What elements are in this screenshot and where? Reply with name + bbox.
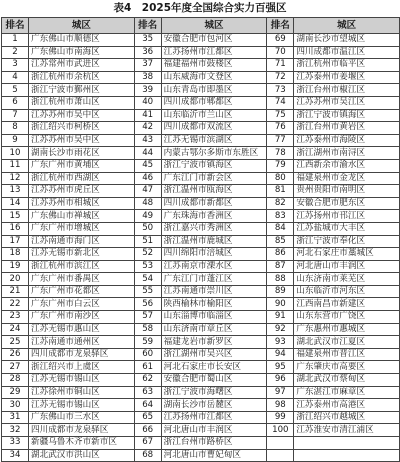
rank-cell: 37 [134,59,161,72]
rank-cell: 88 [267,273,294,286]
table-row [2,134,400,147]
table-row [2,273,400,286]
rank-header: 排名 [134,18,161,34]
district-cell: 四川成都市双流区 [161,122,267,135]
rank-cell: 62 [134,374,161,387]
district-cell: 江苏扬州市江都区 [161,46,267,59]
table-row [2,311,400,324]
district-cell: 内蒙古鄂尔多斯市东胜区 [161,147,267,160]
district-cell: 江苏徐州市铜山区 [29,386,135,399]
rank-cell: 55 [134,285,161,298]
rank-cell: 95 [267,361,294,374]
rank-cell: 33 [2,437,29,450]
table-row [2,159,400,172]
table-row [2,59,400,72]
rank-cell [267,437,294,450]
district-cell: 河北唐山市丰润区 [161,424,267,437]
rank-cell: 61 [134,361,161,374]
district-cell: 浙江湖州市南浔区 [294,147,400,160]
district-cell: 浙江杭州市西湖区 [29,172,135,185]
rank-cell: 26 [2,348,29,361]
table-row [2,323,400,336]
rank-cell: 53 [134,260,161,273]
district-cell: 广东佛山市禅城区 [29,210,135,223]
rank-cell: 69 [267,34,294,47]
rank-cell: 34 [2,449,29,462]
table-row [2,147,400,160]
rank-cell: 45 [134,159,161,172]
district-cell: 福建龙岩市新罗区 [161,336,267,349]
rank-cell: 77 [267,134,294,147]
table-row [2,285,400,298]
district-cell: 广东惠州市惠城区 [294,323,400,336]
district-header: 城区 [294,18,400,34]
district-cell: 山东临沂市兰山区 [161,109,267,122]
rank-cell: 1 [2,34,29,47]
rank-cell: 50 [134,222,161,235]
rank-cell: 8 [2,122,29,135]
district-cell: 湖南长沙市雨花区 [29,147,135,160]
district-cell: 湖南长沙市望城区 [294,34,400,47]
district-cell: 广东肇庆市高要区 [294,361,400,374]
rank-cell: 58 [134,323,161,336]
district-cell: 山东东营市广饶区 [294,311,400,324]
rank-cell: 20 [2,273,29,286]
district-cell: 浙江宁波市镇海区 [161,159,267,172]
rank-cell: 100 [267,424,294,437]
rank-cell: 10 [2,147,29,160]
district-cell: 陕西榆林市榆阳区 [161,298,267,311]
district-cell: 山东青岛市即墨区 [161,84,267,97]
rank-cell: 24 [2,323,29,336]
rank-cell: 63 [134,386,161,399]
rank-cell: 29 [2,386,29,399]
rank-cell: 5 [2,84,29,97]
rank-cell: 60 [134,348,161,361]
rank-cell: 85 [267,235,294,248]
district-cell: 湖北武汉市洪山区 [29,449,135,462]
rank-cell: 70 [267,46,294,59]
district-cell: 江苏苏州市吴江区 [294,96,400,109]
district-cell: 广东广州市增城区 [29,222,135,235]
district-cell: 浙江绍兴市上虞区 [29,361,135,374]
rank-cell: 75 [267,109,294,122]
district-cell [294,449,400,462]
district-cell: 江苏泰州市海陵区 [294,134,400,147]
district-cell: 浙江宁波市奉化区 [294,235,400,248]
rank-cell: 38 [134,71,161,84]
rank-cell [267,449,294,462]
district-cell: 江苏淮安市清江浦区 [294,424,400,437]
district-cell: 江苏无锡市锡山区 [29,374,135,387]
district-cell [294,437,400,450]
rank-cell: 3 [2,59,29,72]
district-cell: 江苏扬州市邗江区 [294,210,400,223]
rank-cell: 18 [2,248,29,261]
rank-cell: 46 [134,172,161,185]
rank-cell: 47 [134,185,161,198]
rank-cell: 81 [267,185,294,198]
table-row [2,197,400,210]
district-cell: 江苏无锡市锡山区 [29,399,135,412]
district-cell: 四川成都市温江区 [294,46,400,59]
rank-cell: 44 [134,147,161,160]
rank-cell: 94 [267,348,294,361]
table-row [2,336,400,349]
district-cell: 湖南长沙市岳麓区 [161,399,267,412]
rank-cell: 82 [267,197,294,210]
district-cell: 浙江绍兴市柯桥区 [29,122,135,135]
rank-cell: 64 [134,399,161,412]
district-cell: 四川成都市新都区 [161,197,267,210]
district-cell: 广东湛江市麻章区 [294,386,400,399]
district-cell: 江苏苏州市相城区 [29,197,135,210]
rank-cell: 36 [134,46,161,59]
district-cell: 安徽合肥市蜀山区 [161,374,267,387]
table-row [2,71,400,84]
district-cell: 浙江杭州市余杭区 [29,71,135,84]
rank-cell: 74 [267,96,294,109]
rank-cell: 22 [2,298,29,311]
table-row [2,374,400,387]
district-cell: 江苏南通市通州区 [29,336,135,349]
district-cell: 广东珠海市香洲区 [161,210,267,223]
rank-cell: 99 [267,411,294,424]
rank-cell: 17 [2,235,29,248]
rank-cell: 32 [2,424,29,437]
rank-cell: 67 [134,437,161,450]
rank-cell: 87 [267,260,294,273]
district-cell: 山东济南市莱芜区 [294,273,400,286]
district-cell: 江苏泰州市姜堰区 [294,71,400,84]
district-cell: 浙江台州市椒江区 [294,84,400,97]
rank-cell: 96 [267,374,294,387]
district-cell: 江苏苏州市虎丘区 [29,185,135,198]
district-cell: 广东广州市黄埔区 [29,159,135,172]
rank-cell: 54 [134,273,161,286]
district-cell: 广东江门市新会区 [161,172,267,185]
district-cell: 广东广州市南沙区 [29,311,135,324]
district-cell: 广东江门市蓬江区 [161,273,267,286]
rank-cell: 19 [2,260,29,273]
rank-cell: 76 [267,122,294,135]
district-cell: 湖北武汉市蔡甸区 [294,374,400,387]
rank-cell: 84 [267,222,294,235]
district-cell: 浙江台州市路桥区 [161,437,267,450]
rank-cell: 59 [134,336,161,349]
district-cell: 浙江温州市瓯海区 [161,185,267,198]
district-cell: 广东佛山市三水区 [29,411,135,424]
district-cell: 浙江嘉兴市秀洲区 [161,222,267,235]
district-cell: 广东广州市花都区 [29,285,135,298]
rank-cell: 42 [134,122,161,135]
table-row [2,399,400,412]
rank-cell: 6 [2,96,29,109]
rank-cell: 16 [2,222,29,235]
district-cell: 贵州贵阳市南明区 [294,185,400,198]
rank-cell: 25 [2,336,29,349]
district-cell: 浙江宁波市海曙区 [161,386,267,399]
table-row [2,260,400,273]
district-cell: 浙江绍兴市越城区 [294,411,400,424]
table-row [2,210,400,223]
rank-cell: 79 [267,159,294,172]
rank-cell: 43 [134,134,161,147]
rank-cell: 15 [2,210,29,223]
district-cell: 四川成都市龙泉驿区 [29,348,135,361]
rank-cell: 21 [2,285,29,298]
district-cell: 新疆乌鲁木齐市新市区 [29,437,135,450]
district-cell: 广东佛山市顺德区 [29,34,135,47]
district-cell: 四川成都市郫都区 [161,96,267,109]
district-cell: 浙江宁波市镇海区 [294,109,400,122]
rank-cell: 11 [2,159,29,172]
table-row [2,235,400,248]
table-caption: 表4 2025年度全国综合实力百强区 [113,2,287,14]
rank-cell: 97 [267,386,294,399]
rank-cell: 68 [134,449,161,462]
table-row [2,96,400,109]
table-row [2,248,400,261]
district-cell: 广东广州市白云区 [29,298,135,311]
rank-cell: 93 [267,336,294,349]
district-cell: 江苏无锡市滨湖区 [161,134,267,147]
district-cell: 江苏常州市武进区 [29,59,135,72]
district-header: 城区 [29,18,135,34]
district-cell: 河北唐山市曹妃甸区 [161,449,267,462]
district-ranking-table [1,17,400,462]
district-cell: 江西南昌市新建区 [294,298,400,311]
rank-cell: 31 [2,411,29,424]
rank-cell: 27 [2,361,29,374]
district-cell: 福建泉州市晋江区 [294,348,400,361]
district-cell: 浙江杭州市临平区 [294,59,400,72]
rank-cell: 30 [2,399,29,412]
table-row [2,449,400,462]
district-cell: 浙江杭州市萧山区 [29,96,135,109]
district-cell: 河北石家庄市长安区 [161,361,267,374]
table-row [2,348,400,361]
district-cell: 浙江温州市鹿城区 [161,235,267,248]
rank-cell: 65 [134,411,161,424]
rank-cell: 71 [267,59,294,72]
district-cell: 福建福州市鼓楼区 [161,59,267,72]
district-cell: 江苏南通市崇川区 [161,285,267,298]
district-cell: 江苏无锡市惠山区 [29,323,135,336]
table-row [2,386,400,399]
table-row [2,109,400,122]
table-row [2,185,400,198]
rank-cell: 48 [134,197,161,210]
table-row [2,46,400,59]
district-cell: 山东淄博市临淄区 [161,311,267,324]
district-cell: 江苏扬州市江都区 [161,411,267,424]
rank-cell: 40 [134,96,161,109]
district-cell: 江苏南京市溧水区 [161,260,267,273]
table-row [2,122,400,135]
district-cell: 湖北武汉市江夏区 [294,336,400,349]
rank-cell: 52 [134,248,161,261]
district-cell: 河北唐山市丰润区 [294,260,400,273]
district-cell: 河北石家庄市藁城区 [294,248,400,261]
district-cell: 江苏南通市海门区 [29,235,135,248]
district-cell: 江西新余市渝水区 [294,159,400,172]
rank-cell: 41 [134,109,161,122]
rank-cell: 86 [267,248,294,261]
rank-cell: 39 [134,84,161,97]
district-cell: 江苏泰州市高港区 [294,399,400,412]
rank-cell: 91 [267,311,294,324]
table-row [2,34,400,47]
rank-cell: 12 [2,172,29,185]
rank-cell: 90 [267,298,294,311]
district-cell: 浙江杭州市滨江区 [29,260,135,273]
rank-header: 排名 [2,18,29,34]
rank-cell: 92 [267,323,294,336]
rank-cell: 13 [2,185,29,198]
rank-header: 排名 [267,18,294,34]
rank-cell: 83 [267,210,294,223]
rank-cell: 28 [2,374,29,387]
district-cell: 山东威海市文登区 [161,71,267,84]
district-cell: 江苏苏州市吴中区 [29,109,135,122]
district-cell: 浙江湖州市吴兴区 [161,348,267,361]
rank-cell: 4 [2,71,29,84]
table-row [2,84,400,97]
district-cell: 浙江台州市黄岩区 [294,122,400,135]
district-cell: 江苏盐城市大丰区 [294,222,400,235]
rank-cell: 35 [134,34,161,47]
table-row [2,222,400,235]
rank-cell: 57 [134,311,161,324]
district-cell: 江苏无锡市新北区 [29,248,135,261]
table-row [2,437,400,450]
table-row [2,424,400,437]
rank-cell: 72 [267,71,294,84]
district-cell: 广东广州市番禺区 [29,273,135,286]
table-row [2,361,400,374]
rank-cell: 9 [2,134,29,147]
rank-cell: 73 [267,84,294,97]
table-header-row [2,18,400,34]
rank-cell: 66 [134,424,161,437]
district-cell: 广东佛山市南海区 [29,46,135,59]
rank-cell: 78 [267,147,294,160]
district-cell: 四川绵阳市涪城区 [161,248,267,261]
rank-cell: 49 [134,210,161,223]
rank-cell: 23 [2,311,29,324]
district-cell: 安徽合肥市肥东区 [294,197,400,210]
table-row [2,172,400,185]
district-cell: 四川成都市龙泉驿区 [29,424,135,437]
district-cell: 浙江宁波市鄞州区 [29,84,135,97]
rank-cell: 80 [267,172,294,185]
table-row [2,411,400,424]
district-header: 城区 [161,18,267,34]
district-cell: 山东临沂市河东区 [294,285,400,298]
table-row [2,298,400,311]
district-cell: 安徽合肥市包河区 [161,34,267,47]
rank-cell: 51 [134,235,161,248]
district-cell: 江苏苏州市吴中区 [29,134,135,147]
rank-cell: 56 [134,298,161,311]
rank-cell: 98 [267,399,294,412]
rank-cell: 14 [2,197,29,210]
rank-cell: 89 [267,285,294,298]
rank-cell: 2 [2,46,29,59]
district-cell: 福建泉州市金龙区 [294,172,400,185]
district-cell: 山东济南市章丘区 [161,323,267,336]
rank-cell: 7 [2,109,29,122]
